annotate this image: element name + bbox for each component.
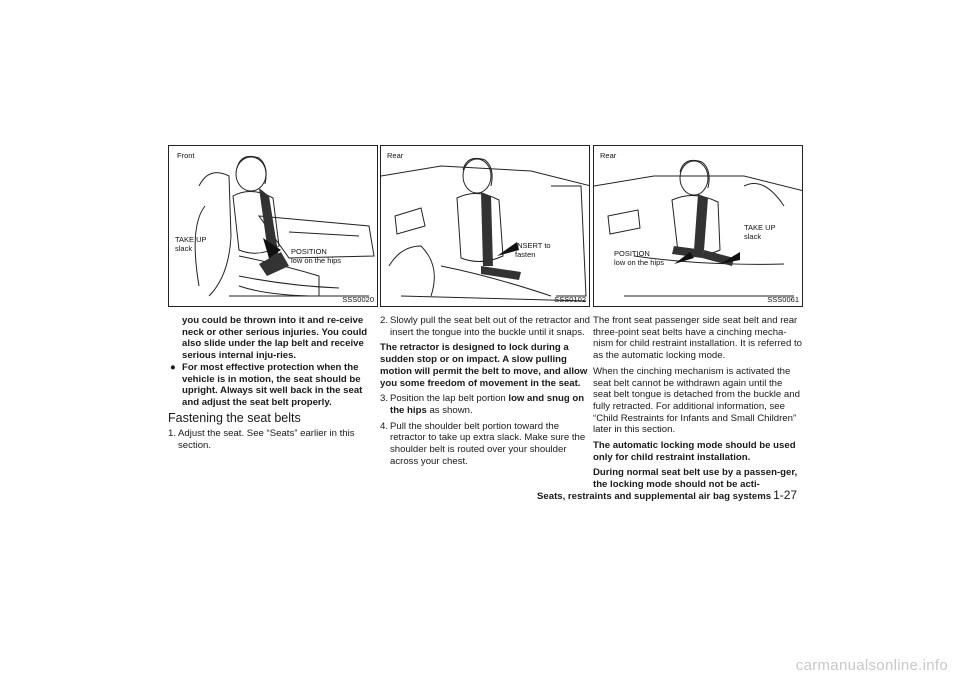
- watermark: carmanualsonline.info: [795, 657, 948, 674]
- column-1: [168, 145, 378, 456]
- figure-label-take-up: TAKE UP slack: [744, 223, 776, 241]
- figure-label-take-up: TAKE UP slack: [175, 235, 207, 253]
- warning-block: [168, 315, 378, 409]
- retractor-note: The retractor is designed to lock during a sudden stop or on impact. A slow pulling motion will permit the belt to move, and allow you some freedom of movement in the seat.: [380, 342, 588, 389]
- bullet-icon: ●: [170, 361, 176, 373]
- figure-label-front: Front: [177, 151, 195, 160]
- figure-label-rear: Rear: [600, 151, 617, 160]
- column-3: [593, 145, 803, 495]
- rear-seat-illustration: [381, 146, 590, 307]
- figure-rear-passenger-belt: [593, 145, 803, 307]
- front-seat-illustration: [169, 146, 378, 307]
- figure-front-seat-belt: [168, 145, 378, 307]
- figure-label-rear: Rear: [387, 151, 404, 160]
- step-4: 4. Pull the shoulder belt portion toward the retractor to take up extra slack. Make sure the shoulder belt is routed over your shoulder across your chest.: [380, 420, 586, 467]
- page-footer: [537, 488, 803, 502]
- locking-mode-warning: During normal seat belt use by a passen-ger, the locking mode should not be acti-: [593, 467, 798, 491]
- cinching-detail: When the cinching mechanism is activated the seat belt cannot be withdrawn again until the seat belt tongue is detached from the buckle and fully retracted. For additional information, see “Child Restraints for Infants and Small Children” later in this section.: [593, 365, 800, 436]
- figure-code: SSS0061: [767, 295, 799, 304]
- cinching-intro: The front seat passenger side seat belt and rear three-point seat belts have a cinching mecha-nism for child restraint installation. It is referred to as the automatic locking mode.: [593, 315, 803, 362]
- locking-mode-note: The automatic locking mode should be used only for child restraint installation.: [593, 440, 796, 463]
- figure-label-insert: INSERT to fasten: [515, 241, 551, 259]
- figure-rear-seat-belt: [380, 145, 590, 307]
- step-1: 1. Adjust the seat. See “Seats” earlier in this section.: [168, 428, 355, 452]
- figure-label-position: POSITION low on the hips: [614, 249, 665, 267]
- warning-continuation: you could be thrown into it and re-ceive neck or other serious injuries. You could also slide under the lap belt and receive serious internal inju-ries.: [182, 315, 368, 362]
- column-2: [380, 145, 590, 471]
- step-2: 2. Slowly pull the seat belt out of the retractor and insert the tongue into the buckle until it snaps.: [380, 315, 590, 338]
- figure-code: SSS0102: [554, 295, 586, 304]
- section-heading: Fastening the seat belts: [168, 410, 301, 425]
- figure-label-position: POSITION low on the hips: [291, 247, 342, 265]
- warning-bullet: ● For most effective protection when the vehicle is in motion, the seat should be upright. Always sit well back in the seat and adjust the seat belt properly.: [170, 361, 363, 408]
- step-3: 3. Position the lap belt portion low and snug on the hips as shown.: [380, 393, 585, 416]
- figure-code: SSS0020: [342, 295, 374, 304]
- page-number: 1-27: [773, 488, 798, 502]
- footer-section-title: Seats, restraints and supplemental air bag systems: [537, 491, 772, 502]
